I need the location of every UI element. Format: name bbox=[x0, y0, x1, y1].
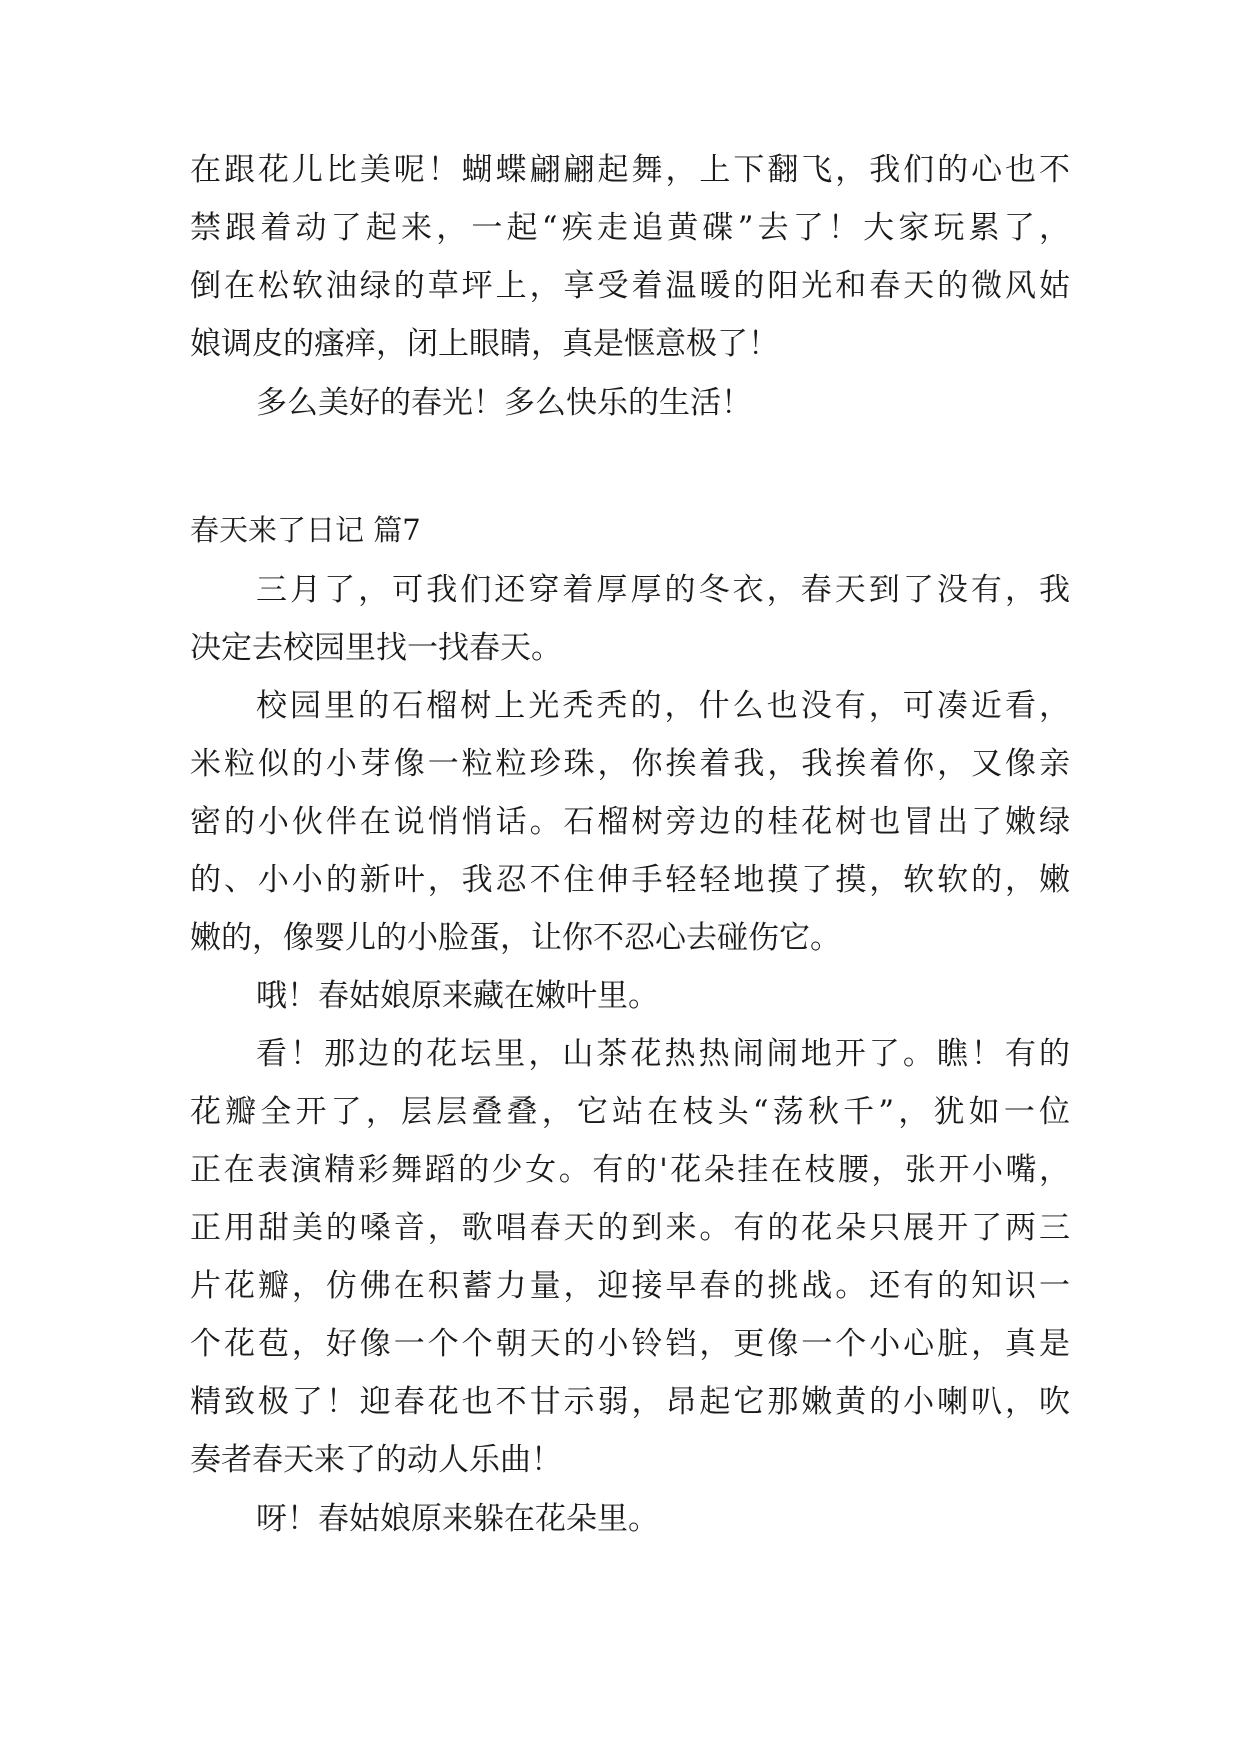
paragraph-line: 三月了，可我们还穿着厚厚的冬衣，春天到了没有，我 bbox=[256, 572, 1070, 608]
paragraph-line: 奏者春天来了的动人乐曲！ bbox=[190, 1442, 562, 1478]
paragraph-line: 精致极了！迎春花也不甘示弱，昂起它那嫩黄的小喇叭，吹 bbox=[190, 1384, 1070, 1420]
text-line: 倒在松软油绿的草坪上，享受着温暖的阳光和春天的微风姑 bbox=[190, 268, 1070, 304]
paragraph-line: 嫩的，像婴儿的小脸蛋，让你不忍心去碰伤它。 bbox=[190, 920, 841, 956]
paragraph-line: 正在表演精彩舞蹈的少女。有的'花朵挂在枝腰，张开小嘴， bbox=[190, 1152, 1070, 1188]
paragraph-line: 片花瓣，仿佛在积蓄力量，迎接早春的挑战。还有的知识一 bbox=[190, 1268, 1070, 1304]
paragraph-line: 个花苞，好像一个个朝天的小铃铛，更像一个小心脏，真是 bbox=[190, 1326, 1070, 1362]
paragraph-line: 正用甜美的嗓音，歌唱春天的到来。有的花朵只展开了两三 bbox=[190, 1210, 1070, 1246]
paragraph-line: 花瓣全开了，层层叠叠，它站在枝头“荡秋千”，犹如一位 bbox=[190, 1094, 1070, 1130]
closing-line: 多么美好的春光！多么快乐的生活！ bbox=[256, 385, 752, 421]
paragraph-line: 呀！春姑娘原来躲在花朵里。 bbox=[256, 1501, 659, 1537]
text-line: 在跟花儿比美呢！蝴蝶翩翩起舞，上下翻飞，我们的心也不 bbox=[190, 152, 1070, 188]
paragraph-line: 哦！春姑娘原来藏在嫩叶里。 bbox=[256, 978, 659, 1014]
paragraph-line: 的、小小的新叶，我忍不住伸手轻轻地摸了摸，软软的，嫩 bbox=[190, 862, 1070, 898]
paragraph-line: 决定去校园里找一找春天。 bbox=[190, 630, 562, 666]
text-line: 娘调皮的瘙痒，闭上眼睛，真是惬意极了！ bbox=[190, 326, 779, 362]
paragraph-line: 校园里的石榴树上光秃秃的，什么也没有，可凑近看， bbox=[256, 688, 1070, 724]
section-heading: 春天来了日记 篇7 bbox=[190, 513, 421, 547]
paragraph-line: 密的小伙伴在说悄悄话。石榴树旁边的桂花树也冒出了嫩绿 bbox=[190, 804, 1070, 840]
paragraph-line: 米粒似的小芽像一粒粒珍珠，你挨着我，我挨着你，又像亲 bbox=[190, 746, 1070, 782]
text-line: 禁跟着动了起来，一起“疾走追黄碟”去了！大家玩累了， bbox=[190, 210, 1070, 246]
paragraph-line: 看！那边的花坛里，山茶花热热闹闹地开了。瞧！有的 bbox=[256, 1036, 1070, 1072]
